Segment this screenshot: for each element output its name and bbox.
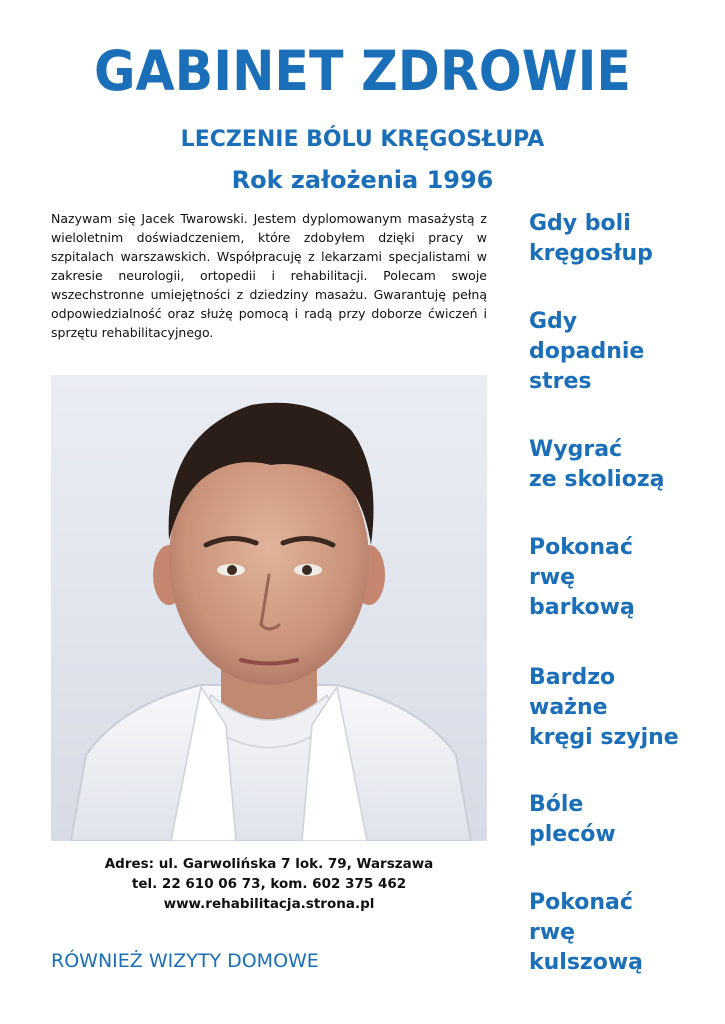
sidebar-line: Wygrać bbox=[529, 437, 623, 462]
sidebar-line: Bardzo bbox=[529, 665, 616, 690]
sidebar-line: pleców bbox=[529, 822, 616, 847]
sidebar-line: ze skoliozą bbox=[529, 467, 665, 492]
sidebar-item-back-pain bbox=[529, 209, 719, 269]
home-visits-note: RÓWNIEŻ WIZYTY DOMOWE bbox=[51, 950, 319, 972]
sidebar-line: Pokonać bbox=[529, 535, 633, 560]
sidebar-item-scoliosis bbox=[529, 435, 719, 495]
sidebar-line: Gdy boli bbox=[529, 211, 631, 236]
website-line: www.rehabilitacja.strona.pl bbox=[163, 896, 375, 912]
phone-line: tel. 22 610 06 73, kom. 602 375 462 bbox=[131, 876, 407, 892]
sidebar-line: stres bbox=[529, 369, 592, 394]
sidebar-line: Bóle bbox=[529, 792, 584, 817]
sidebar-line: Pokonać bbox=[529, 890, 633, 915]
bio-text: Nazywam się Jacek Twarowski. Jestem dyplomowanym masażystą z wieloletnim doświadczeniem, które zdobyłem dzięki pracy w szpitalach warszawskich. Współpracuję z lekarzami specjalistami w zakresie neurologii, ortopedii i rehabilitacji. Polecam swoje wszechstronne umiejętności z dziedziny masażu. Gwarantuję pełną odpowiedzialność oraz służę pomocą i radą przy doborze ćwiczeń i sprzętu rehabilitacyjnego. bbox=[51, 211, 487, 340]
portrait-illustration bbox=[51, 375, 487, 841]
address-line: Adres: ul. Garwolińska 7 lok. 79, Warszawa bbox=[104, 856, 434, 872]
sidebar-item-shoulder-neuralgia bbox=[529, 533, 719, 623]
sidebar-line: rwę bbox=[529, 920, 576, 945]
sidebar-line: ważne bbox=[529, 695, 608, 720]
founded-year: Rok założenia 1996 bbox=[231, 166, 494, 194]
sidebar-item-back-aches bbox=[529, 790, 719, 850]
page-subtitle: LECZENIE BÓLU KRĘGOSŁUPA bbox=[180, 127, 545, 152]
sidebar-line: kręgosłup bbox=[529, 241, 653, 266]
sidebar-item-cervical-vertebrae bbox=[529, 663, 719, 753]
sidebar-line: kulszową bbox=[529, 950, 644, 975]
contact-block bbox=[51, 854, 487, 914]
sidebar-line: kręgi szyjne bbox=[529, 725, 679, 750]
sidebar-item-stress bbox=[529, 307, 719, 397]
portrait-photo bbox=[51, 375, 487, 841]
sidebar-line: Gdy bbox=[529, 309, 578, 334]
sidebar-line: rwę bbox=[529, 565, 576, 590]
sidebar-item-sciatica bbox=[529, 888, 719, 978]
sidebar-line: barkową bbox=[529, 595, 635, 620]
page-title: GABINET ZDROWIE bbox=[93, 39, 632, 103]
sidebar-line: dopadnie bbox=[529, 339, 645, 364]
